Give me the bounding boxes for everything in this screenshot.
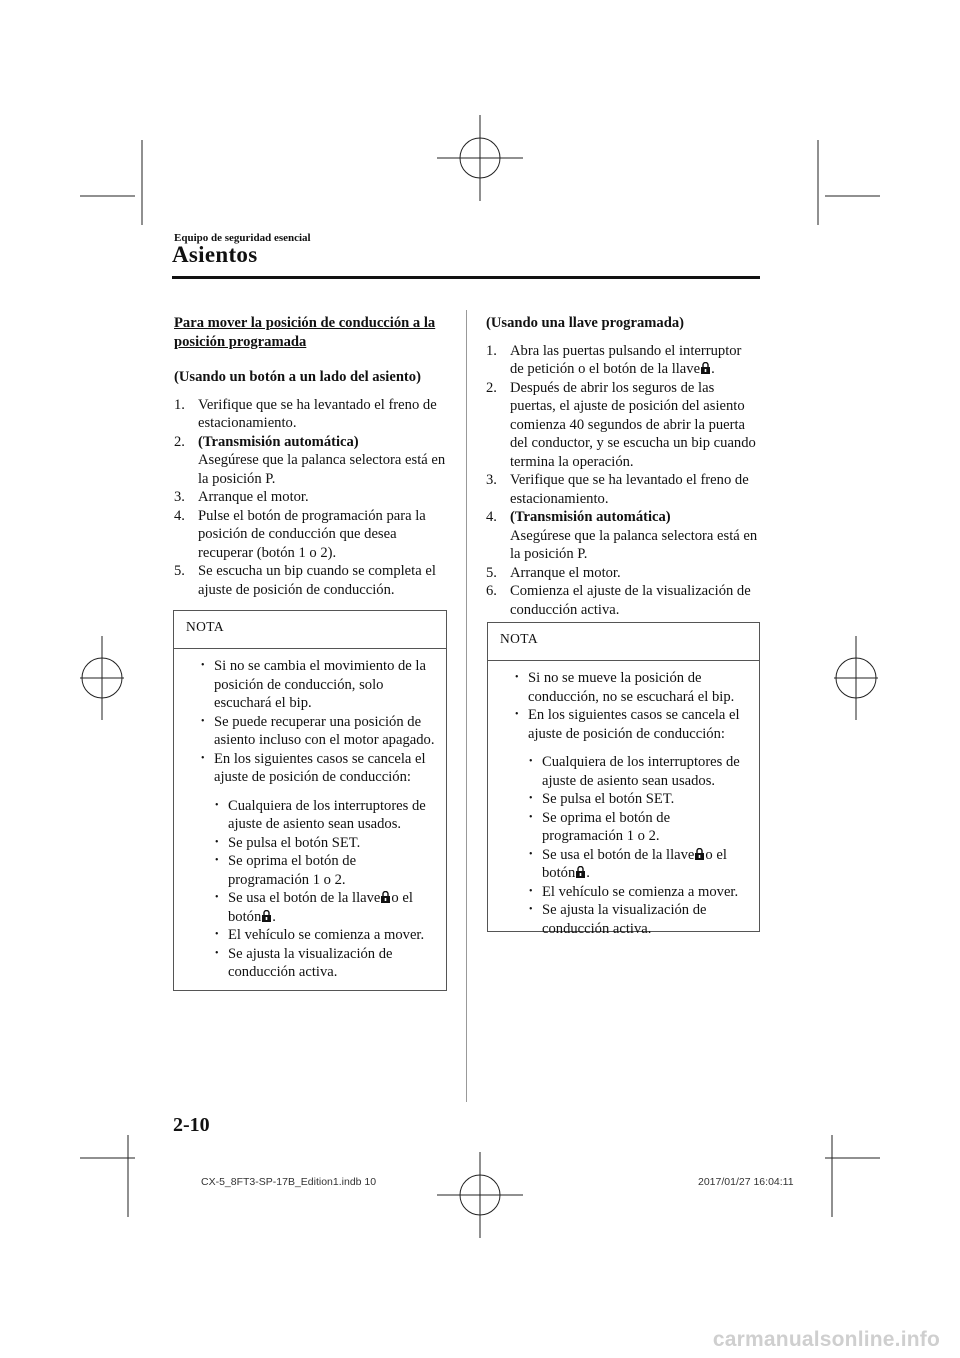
list-item: • Se usa el botón de la llave o el botón .: [502, 846, 749, 883]
left-heading: Para mover la posición de conducción a la posición programada: [174, 315, 436, 350]
list-item: • Se ajusta la visualización de conducción activa.: [502, 901, 749, 938]
list-item: • Se pulsa el botón SET.: [188, 834, 436, 853]
file-info: CX-5_8FT3-SP-17B_Edition1.indb 10: [201, 1176, 377, 1188]
right-subheading: (Usando una llave programada): [486, 315, 684, 331]
list-item: 1. Abra las puertas pulsando el interruptor de petición o el botón de la llave .: [486, 342, 742, 377]
page-number: 2-10: [173, 1114, 210, 1136]
list-item: 1. Verifique que se ha levantado el freno de estacionamiento.: [174, 396, 437, 431]
list-item: 6. Comienza el ajuste de la visualización de conducción activa.: [486, 583, 751, 618]
list-item: • Se usa el botón de la llave o el botón .: [188, 889, 436, 926]
list-item: • Se puede recuperar una posición de asiento incluso con el motor apagado.: [188, 713, 436, 750]
left-note-box: [173, 610, 447, 991]
list-item: 3. Verifique que se ha levantado el freno de estacionamiento.: [486, 472, 749, 507]
watermark: carmanualsonline.info: [712, 1328, 940, 1351]
list-item: • El vehículo se comienza a mover.: [502, 883, 749, 902]
list-item: 5. Arranque el motor.: [486, 564, 621, 581]
list-item: • Se ajusta la visualización de conducción activa.: [188, 945, 436, 982]
lock-key-icon: [701, 362, 710, 374]
lock-key-icon: [695, 848, 704, 860]
right-column: [486, 314, 758, 619]
header-rule: [172, 276, 760, 279]
list-item: 5. Se escucha un bip cuando se completa el ajuste de posición de conducción.: [174, 563, 436, 598]
list-item: • En los siguientes casos se cancela el ajuste de posición de conducción:: [188, 750, 436, 787]
timestamp: 2017/01/27 16:04:11: [698, 1176, 794, 1188]
list-item: 4. Pulse el botón de programación para la posición de conducción que desea recuperar (botón 1 o 2).: [174, 507, 426, 561]
left-column: [174, 314, 446, 599]
left-subheading: (Usando un botón a un lado del asiento): [174, 369, 421, 385]
list-item: • En los siguientes casos se cancela el ajuste de posición de conducción:: [502, 706, 749, 743]
list-item: • Cualquiera de los interruptores de ajuste de asiento sean usados.: [502, 753, 749, 790]
lock-key-icon: [381, 891, 390, 903]
list-item: 2. Después de abrir los seguros de las puertas, el ajuste de posición del asiento comienza 40 segundos de abrir la puerta del conductor, y se escucha un bip cuando termina la operación.: [486, 379, 756, 470]
list-item: • Cualquiera de los interruptores de ajuste de asiento sean usados.: [188, 797, 436, 834]
right-note-box: [487, 622, 760, 937]
list-item: • Se oprima el botón de programación 1 o 2.: [188, 852, 436, 889]
section-title: Asientos: [172, 242, 258, 267]
note-title: NOTA: [186, 619, 225, 634]
lock-key-icon: [262, 910, 271, 922]
list-item: 2. (Transmisión automática) Asegúrese que la palanca selectora está en la posición P.: [174, 433, 446, 487]
list-item: 3. Arranque el motor.: [174, 489, 309, 505]
list-item: • Se oprima el botón de programación 1 o 2.: [502, 809, 749, 846]
list-item: 4. (Transmisión automática) Asegúrese que la palanca selectora está en la posición P.: [486, 509, 758, 562]
list-item: • Si no se mueve la posición de conducción, no se escuchará el bip.: [502, 669, 749, 706]
list-item: • El vehículo se comienza a mover.: [188, 926, 436, 945]
list-item: • Si no se cambia el movimiento de la posición de conducción, solo escuchará el bip.: [188, 657, 436, 713]
section-label: Equipo de seguridad esencial: [174, 232, 311, 244]
list-item: • Se pulsa el botón SET.: [502, 790, 749, 809]
lock-key-icon: [576, 866, 585, 878]
column-divider: [466, 310, 467, 1102]
note-title: NOTA: [500, 631, 539, 646]
